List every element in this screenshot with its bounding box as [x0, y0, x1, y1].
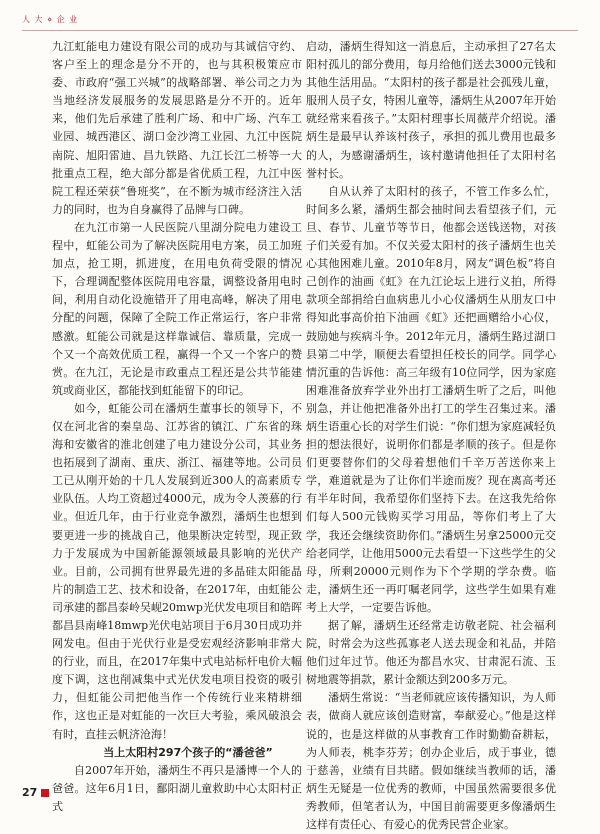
page-number: 27	[22, 786, 38, 799]
page-footer	[22, 786, 49, 799]
paragraph: 如今，虹能公司在潘炳生董事长的领导下，不仅在河北省的秦皇岛、江苏省的镇江、广东省的珠海和安徽省的淮北创建了电力建设分公司，其业务也拓展到了湖南、重庆、浙江、福建等地。公司员工已从刚开始的十几人发展到近300人的高素质专业队伍。人均工资超过4000元，成为令人羡慕的行业。但近几年，由于行业竞争激烈，潘炳生也想到要更进一步的挑战自己，他果断决定转型，现正致力于发展成为中国新能源领域最具影响的光伏产业。目前，公司拥有世界最先进的多晶硅太阳能晶片的制造工艺、技术和设备，在2017年，由虹能公司承建的都昌泰岭吴岘20mwp光伏发电项目和皓晖都昌县南峰18mwp光伏电站项目于6月30日成功并网发电。但由于光伏行业是受宏观经济影响非常大的行业，而且，在2017年集中式电站标杆电价大幅度下调，这也削减集中式光伏发电项目投资的吸引力，但虹能公司把他当作一个传统行业来精耕细作，这也正是对虹能的一次巨大考验，乘风破浪会有时，直挂云帆济沧海！	[52, 401, 302, 741]
section-heading: 当上太阳村297个孩子的“潘爸爸”	[103, 745, 273, 759]
paragraph: 自从认养了太阳村的孩子，不管工作多么忙，时间多么紧，潘炳生都会抽时间去看望孩子们，元旦、春节、儿童节等节日，他都会送钱送物，对孩子们关爱有加。不仅关爱太阳村的孩子潘炳生也关心其他困难儿童。2010年8月，网友“调色板”将自己创作的油画《虹》在九江论坛上进行义拍，所得款项全部捐给白血病患儿小心仪潘炳生从朋友口中得知此事高价拍下油画《虹》还把画赠给小心仪，鼓励她与疾病斗争。2012年元月，潘炳生路过湖口县第二中学，顺便去看望担任校长的同学。同学心情沉重的告诉他：高三年级有10位同学，因为家庭困难准备放弃学业外出打工潘炳生听了之后，叫他别急，并让他把准备外出打工的学生召集过来。潘炳生语重心长的对学生们说：“你们想为家庭减轻负担的想法很好，说明你们都是孝顺的孩子。但是你们更要替你们的父母着想他们千辛万苦送你来上学，难道就是为了让你们半途而废？现在离高考还有半年时间，我希望你们坚持下去。在这我先给你们每人500元钱购买学习用品，等你们考上了大学，我还会继续资助你们。”潘炳生另拿25000元交给老同学，让他用5000元去看望一下这些学生的父母，所剩20000元则作为下个学期的学杂费。临走，潘炳生还一再叮嘱老同学，这些学生如果有难考上大学，一定要告诉他。	[306, 184, 556, 614]
paragraph: 自2007年开始，潘炳生不再只是潘博一个人的爸爸。这年6月1日，鄱阳湖儿童救助中心太阳村正式	[52, 763, 302, 813]
paragraph: 据了解，潘炳生还经常走访敬老院、社会福利院，时常会为这些孤寡老人送去现金和礼品，并陪他们过年过节。他还为都昌水灾、甘肃泥石流、玉树地震等捐款，累计金额达到200多万元。	[306, 619, 556, 687]
header-divider	[22, 30, 578, 31]
left-column	[52, 38, 302, 816]
paragraph: 九江虹能电力建设有限公司的成功与其诚信守约、客户至上的理念是分不开的，也与其积极策应市委、市政府“强工兴城”的战略部署、举公司之力为当地经济发展服务的发展思路是分不开的。近年来，他们先后承建了胜利广场、和中广场、汽车工业园、城西港区、湖口金沙湾工业园、九江中医院南院、旭阳雷迪、昌九铁路、九江长江二桥等一大批重点工程，绝大部分都是省优质工程，九江中医院工程还荣获“鲁班奖”，在不断为城市经济注入活力的同时，也为自身赢得了品牌与口碑。	[52, 40, 302, 216]
right-column	[306, 38, 556, 834]
paragraph: 潘炳生常说：“当老师就应该传播知识，为人师表，做商人就应该创造财富，奉献爱心。”他是这样说的，也是这样做的从事教育工作时勤勤奋耕耘，为人师表，桃李芬芳；创办企业后，成于事业，德于慈善，业绩有目共睹。假如继续当教师的话，潘炳生无疑是一位优秀的教师，中国虽然需要很多优秀教师，但笔者认为，中国目前需要更多像潘炳生这样有责任心、有爱心的优秀民营企业家。	[306, 691, 556, 832]
paragraph: 在九江市第一人民医院八里湖分院电力建设工程中，虹能公司为了解决医院用电方案，员工加班加点，抢工期，抓进度，在用电负荷受限的情况下，合理调配整体医院用电容量，调整设备用电时间，利用自动化设施错开了用电高峰，解决了用电分配的问题，保障了全院工作正常运行，客户非常感激。虹能公司就是这样靠诚信、靠质量，完成一个又一个高效优质工程，赢得一个又一个客户的赞赏。在九江，无论是市政重点工程还是公共节能建筑或商业区，都能找到虹能留下的印记。	[52, 220, 302, 397]
red-square-marker	[41, 789, 49, 797]
paragraph: 启动，潘炳生得知这一消息后，主动承担了27名太阳村孤儿的部分费用，每月给他们送去3000元钱和其他生活用品。“太阳村的孩子都是社会孤残儿童，服刑人员子女，特困儿童等，潘炳生从2007年开始就经常来看孩子。”太阳村理事长周薇芹介绍说。潘炳生是最早认养该村孩子，承担的孤儿费用也最多的人，为感谢潘炳生，该村邀请他担任了太阳村名誉村长。	[306, 40, 556, 180]
masthead: 人 大 ⋄ 企 业	[22, 15, 79, 24]
